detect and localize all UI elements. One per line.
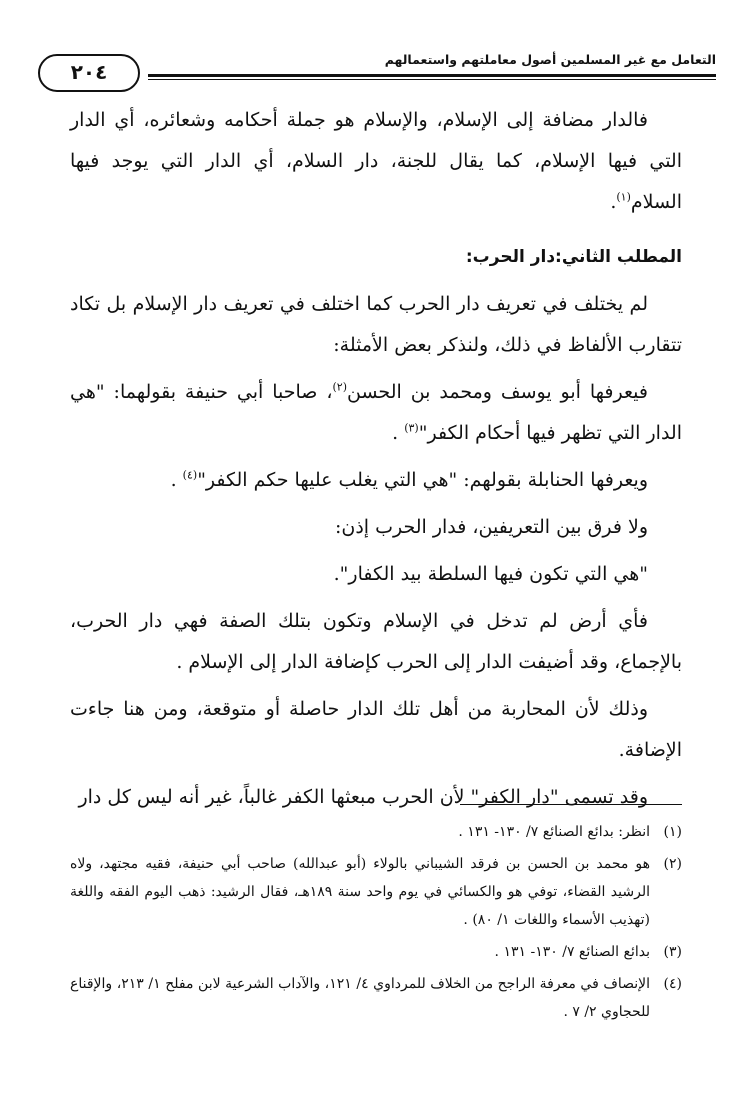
- footnote-item: [70, 970, 682, 1026]
- paragraph-reason: وذلك لأن المحاربة من أهل تلك الدار حاصلة أو متوقعة، ومن هنا جاءت الإضافة.: [70, 698, 682, 761]
- paragraph-consensus: فأي أرض لم تدخل في الإسلام وتكون بتلك الصفة فهي دار الحرب، بالإجماع، وقد أضيفت الدار إلى الحرب كإضافة الدار إلى الإسلام .: [70, 610, 682, 673]
- footnote-number: (٢): [663, 856, 682, 872]
- footnote-text: انظر: بدائع الصنائع ٧/ ١٣٠- ١٣١ .: [458, 824, 650, 840]
- footnote-item: [70, 818, 682, 846]
- footnote-separator: [460, 804, 682, 805]
- paragraph-hanbali-definition: [70, 460, 682, 501]
- footnote-ref: (٢): [332, 380, 348, 394]
- footnote-item: [70, 938, 682, 966]
- punctuation: .: [170, 469, 183, 491]
- paragraph-intro: لم يختلف في تعريف دار الحرب كما اختلف في تعريف دار الإسلام بل تكاد تتقارب الألفاظ في ذلك، ولنذكر بعض الأمثلة:: [70, 293, 682, 356]
- punctuation: .: [392, 422, 405, 444]
- footnote-ref: (١): [616, 190, 631, 204]
- footnote-number: (٤): [663, 976, 682, 992]
- header-rule-thick: [148, 74, 716, 77]
- paragraph-hanafi-definition: [70, 372, 682, 454]
- running-header: [28, 46, 716, 86]
- footnote-text: بدائع الصنائع ٧/ ١٣٠- ١٣١ .: [494, 944, 650, 960]
- paragraph-conclusion: ولا فرق بين التعريفين، فدار الحرب إذن:: [334, 516, 648, 538]
- main-text: [70, 100, 682, 824]
- section-heading: المطلب الثاني:دار الحرب:: [465, 247, 682, 267]
- paragraph-text: ، صاحبا أبي حنيفة بقولهما: "هي الدار التي تظهر فيها أحكام الكفر": [70, 381, 682, 444]
- footnotes: [70, 818, 682, 1030]
- header-rule-thin: [148, 79, 716, 80]
- footnote-text: الإنصاف في معرفة الراجح من الخلاف للمرداوي ٤/ ١٢١، والآداب الشرعية لابن مفلح ١/ ٢١٣، والإقناع للحجاوي ٢/ ٧ .: [70, 976, 651, 1020]
- punctuation: .: [610, 191, 617, 213]
- footnote-ref: (٤): [182, 468, 198, 482]
- paragraph-text: فيعرفها أبو يوسف ومحمد بن الحسن: [347, 381, 648, 403]
- page-number: ٢٠٤: [38, 54, 140, 92]
- footnote-number: (١): [663, 824, 682, 840]
- footnote-text: هو محمد بن الحسن بن فرقد الشيباني بالولاء (أبو عبدالله) صاحب أبي حنيفة، فقيه مجتهد، ولاه الرشيد القضاء، توفي هو والكسائي في يوم واحد سنة ١٨٩هـ، فقال الرشيد: ذهب اليوم الفقه واللغة (تهذيب الأسماء واللغات ١/ ٨٠) .: [70, 856, 650, 928]
- paragraph-dar-kufr: وقد تسمى "دار الكفر" لأن الحرب مبعثها الكفر غالباً، غير أنه ليس كل دار: [78, 786, 648, 808]
- paragraph-text: ويعرفها الحنابلة بقولهم: "هي التي يغلب عليها حكم الكفر": [197, 469, 648, 491]
- definition-quote: "هي التي تكون فيها السلطة بيد الكفار".: [333, 563, 648, 585]
- paragraph-dar-meaning: [70, 100, 682, 223]
- footnote-number: (٣): [663, 944, 682, 960]
- footnote-ref: (٣): [404, 421, 419, 435]
- paragraph-text: فالدار مضافة إلى الإسلام، والإسلام هو جملة أحكامه وشعائره، أي الدار التي فيها الإسلام، كما يقال للجنة، دار السلام، أي الدار التي يوجد فيها السلام: [70, 109, 682, 213]
- footnote-item: [70, 850, 682, 934]
- running-title: التعامل مع غير المسلمين أصول معاملتهم واستعمالهم: [384, 52, 716, 67]
